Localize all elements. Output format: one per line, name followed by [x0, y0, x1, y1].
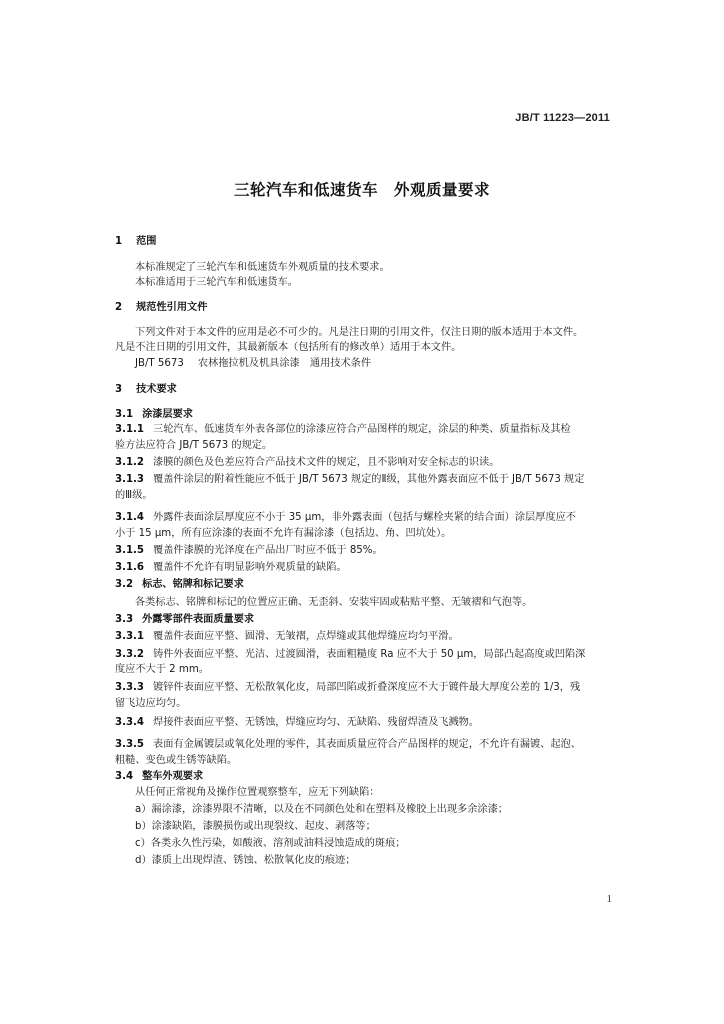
section-1-paragraph-1: 本标准规定了三轮汽车和低速货车外观质量的技术要求。 — [135, 262, 390, 273]
section-number: 3 — [115, 384, 123, 395]
clause-3-3-1-line-1 — [115, 631, 459, 643]
section-title: 技术要求 — [136, 384, 177, 395]
clause-number: 3.3.3 — [115, 682, 145, 693]
clause-3-1-6-line-1 — [115, 562, 347, 574]
clause-3-3-2-line-2: 度应不大于 2 mm。 — [115, 664, 209, 675]
page-number: 1 — [606, 893, 612, 905]
clause-3-1-3-line-2: 的Ⅲ级。 — [115, 490, 153, 501]
subsection-3-2-paragraph: 各类标志、铭牌和标记的位置应正确、无歪斜、安装牢固或粘贴平整、无皱褶和气泡等。 — [135, 597, 533, 608]
clause-3-1-2-line-1 — [115, 457, 499, 469]
section-number: 2 — [115, 302, 123, 313]
clause-number: 3.3.2 — [115, 649, 145, 660]
normative-reference — [135, 358, 371, 370]
clause-text: 漆膜的颜色及色差应符合产品技术文件的规定，且不影响对安全标志的识读。 — [153, 457, 500, 468]
subsection-3-4-intro: 从任何正常视角及操作位置观察整车，应无下列缺陷： — [135, 787, 380, 798]
subsection-number: 3.4 — [115, 771, 134, 782]
clause-number: 3.1.4 — [115, 512, 145, 523]
section-2-heading — [115, 302, 207, 314]
subsection-title: 标志、铭牌和标记要求 — [142, 579, 244, 590]
reference-title: 农林拖拉机及机具涂漆 通用技术条件 — [197, 358, 372, 369]
subsection-3-4-heading — [115, 771, 203, 783]
clause-3-1-3-line-1 — [115, 474, 584, 486]
clause-3-3-3-line-1 — [115, 682, 580, 694]
list-item: d）漆质上出现焊渣、锈蚀、松散氧化皮的痕迹； — [135, 855, 356, 866]
clause-text: 覆盖件漆膜的光泽度在产品出厂时应不低于 85%。 — [153, 545, 383, 556]
clause-number: 3.3.5 — [115, 739, 145, 750]
clause-text: 覆盖件不允许有明显影响外观质量的缺陷。 — [153, 562, 347, 573]
clause-text: 焊接件表面应平整、无锈蚀，焊缝应均匀、无缺陷、残留焊渣及飞溅物。 — [153, 717, 480, 728]
section-2-paragraph-line-1: 下列文件对于本文件的应用是必不可少的。凡是注日期的引用文件，仅注日期的版本适用于本文件。 — [135, 327, 584, 338]
clause-number: 3.1.6 — [115, 562, 145, 573]
section-title: 规范性引用文件 — [136, 302, 208, 313]
subsection-title: 外露零部件表面质量要求 — [142, 614, 255, 625]
section-title: 范围 — [136, 236, 157, 247]
clause-text: 覆盖件涂层的附着性能应不低于 JB/T 5673 规定的Ⅱ级，其他外露表面应不低于 JB/T 5673 规定 — [153, 474, 585, 485]
section-3-heading — [115, 384, 177, 396]
list-item: a）漏涂漆，涂漆界限不清晰，以及在不同颜色处和在塑料及橡胶上出现多余涂漆； — [135, 804, 508, 815]
clause-3-1-1-line-2: 验方法应符合 JB/T 5673 的规定。 — [115, 440, 273, 451]
clause-3-3-4-line-1 — [115, 717, 479, 729]
subsection-3-1-heading — [115, 409, 193, 421]
section-1-paragraph-2: 本标准适用于三轮汽车和低速货车。 — [135, 277, 298, 288]
section-number: 1 — [115, 236, 123, 247]
standard-code: JB/T 11223—2011 — [515, 112, 610, 124]
subsection-number: 3.3 — [115, 614, 134, 625]
document-title: 三轮汽车和低速货车 外观质量要求 — [233, 181, 490, 199]
section-2-paragraph-line-2: 凡是不注日期的引用文件，其最新版本（包括所有的修改单）适用于本文件。 — [115, 342, 462, 353]
clause-3-3-5-line-2: 粗糙、变色或生锈等缺陷。 — [115, 755, 238, 766]
list-item: c）各类永久性污染，如酸液、溶剂或油料浸蚀造成的斑痕； — [135, 838, 406, 849]
subsection-3-2-heading — [115, 579, 244, 591]
clause-number: 3.1.3 — [115, 474, 145, 485]
section-1-heading — [115, 236, 156, 248]
clause-3-3-2-line-1 — [115, 649, 585, 661]
clause-text: 外露件表面涂层厚度应不小于 35 μm，非外露表面（包括与螺栓夹紧的结合面）涂层厚度应不 — [153, 512, 576, 523]
clause-3-1-4-line-1 — [115, 512, 576, 524]
clause-text: 三轮汽车、低速货车外表各部位的涂漆应符合产品图样的规定，涂层的种类、质量指标及其检 — [153, 424, 571, 435]
subsection-number: 3.2 — [115, 579, 134, 590]
subsection-3-3-heading — [115, 614, 254, 626]
list-item: b）涂漆缺陷，漆膜损伤或出现裂纹、起皮、剥落等； — [135, 821, 376, 832]
clause-3-3-5-line-1 — [115, 739, 581, 751]
clause-number: 3.3.1 — [115, 631, 145, 642]
clause-3-3-3-line-2: 留飞边应均匀。 — [115, 698, 187, 709]
clause-number: 3.3.4 — [115, 717, 145, 728]
clause-number: 3.1.2 — [115, 457, 145, 468]
clause-3-1-4-line-2: 小于 15 μm，所有应涂漆的表面不允许有漏涂漆（包括边、角、凹坑处）。 — [115, 528, 452, 539]
subsection-title: 涂漆层要求 — [142, 409, 193, 420]
clause-text: 镀锌件表面应平整、无松散氧化皮，局部凹陷或折叠深度应不大于镀件最大厚度公差的 1/3，残 — [153, 682, 581, 693]
clause-text: 铸件外表面应平整、光洁、过渡圆滑，表面粗糙度 Ra 应不大于 50 μm，局部凸起高度或凹陷深 — [153, 649, 586, 660]
clause-number: 3.1.1 — [115, 424, 145, 435]
clause-3-1-1-line-1 — [115, 424, 571, 436]
clause-number: 3.1.5 — [115, 545, 145, 556]
clause-text: 覆盖件表面应平整、圆滑、无皱褶，点焊缝或其他焊缝应均匀平滑。 — [153, 631, 459, 642]
clause-3-1-5-line-1 — [115, 545, 383, 557]
reference-code: JB/T 5673 — [135, 358, 184, 369]
subsection-title: 整车外观要求 — [142, 771, 204, 782]
clause-text: 表面有金属镀层或氧化处理的零件，其表面质量应符合产品图样的规定，不允许有漏镀、起泡、 — [153, 739, 581, 750]
subsection-number: 3.1 — [115, 409, 134, 420]
